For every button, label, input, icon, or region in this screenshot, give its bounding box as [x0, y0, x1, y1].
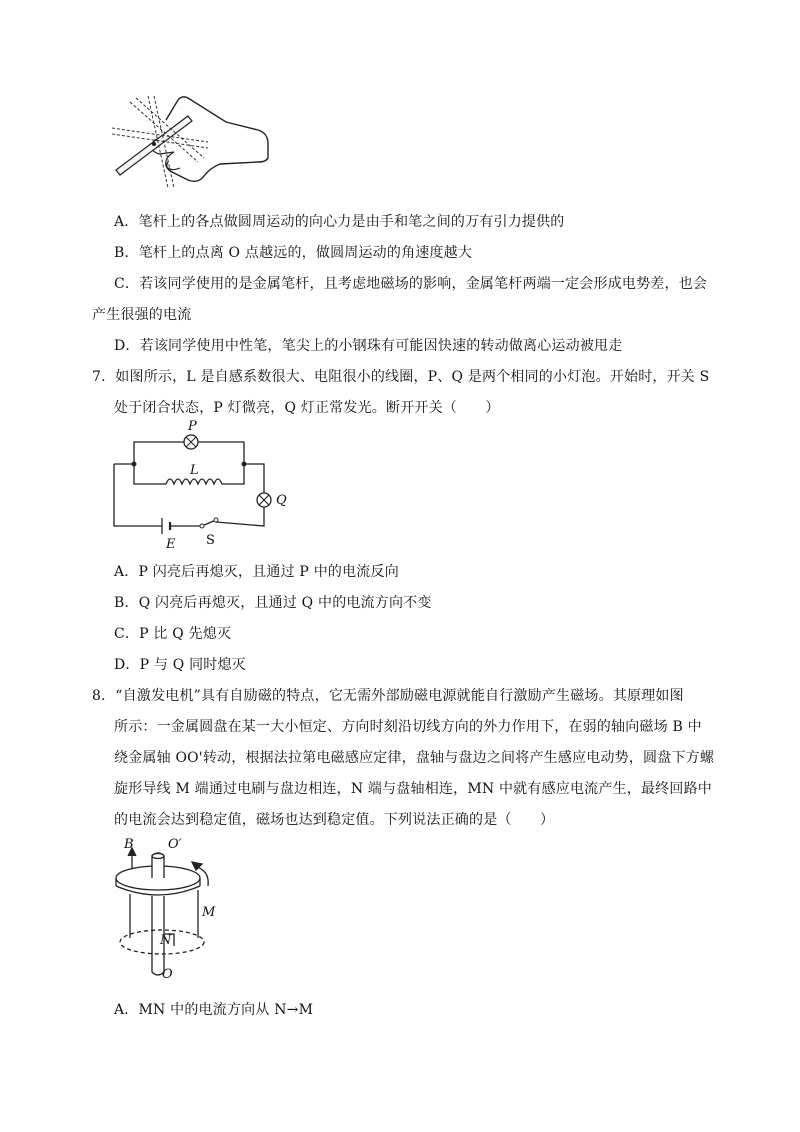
- q6-option-c-cont: 产生很强的电流: [92, 307, 192, 323]
- junction-right: [242, 462, 247, 467]
- lamp-p-icon: [184, 435, 198, 449]
- q7-option-c: C．P 比 Q 先熄灭: [114, 626, 232, 642]
- q8-stem-line-3: 绕金属轴 OO'转动，根据法拉第电磁感应定律，盘轴与盘边之间将产生感应电动势，圆盘下方螺: [114, 750, 715, 766]
- q6-option-d: D．若该同学使用中性笔，笔尖上的小钢珠有可能因快速的转动做离心运动被甩走: [114, 338, 623, 354]
- q8-stem-line-4: 旋形导线 M 端通过电刷与盘边相连，N 端与盘轴相连，MN 中就有感应电流产生，最终回路中: [114, 781, 712, 797]
- q6-option-b: B．笔杆上的点离 O 点越远的，做圆周运动的角速度越大: [114, 245, 473, 261]
- q6-option-c: C．若该同学使用的是金属笔杆，且考虑地磁场的影响，金属笔杆两端一定会形成电势差，也会: [114, 276, 708, 292]
- pen-spinning-figure: [108, 92, 283, 192]
- label-o: O: [162, 967, 173, 982]
- disc-generator-diagram: [108, 834, 238, 984]
- junction-left: [132, 462, 137, 467]
- circuit-diagram: [104, 418, 304, 554]
- label-e: E: [166, 537, 176, 552]
- label-b: B: [124, 837, 134, 852]
- switch-contact-2: [214, 518, 218, 522]
- label-p: P: [188, 419, 197, 434]
- switch-contact-1: [200, 524, 204, 528]
- q6-option-a: A．笔杆上的各点做圆周运动的向心力是由手和笔之间的万有引力提供的: [114, 214, 565, 230]
- label-n: N: [160, 933, 172, 948]
- circuit-figure: [104, 418, 304, 554]
- q7-option-d: D．P 与 Q 同时熄灭: [114, 657, 246, 673]
- q7-stem-line-2: 处于闭合状态，P 灯微亮，Q 灯正常发光。断开开关（ ）: [114, 400, 500, 416]
- label-m: M: [202, 905, 216, 920]
- label-s: S: [206, 533, 215, 548]
- hand-pen-illustration: [108, 92, 283, 192]
- lamp-q-icon: [257, 493, 271, 507]
- q8-option-a: A．MN 中的电流方向从 N→M: [114, 1002, 314, 1018]
- q7-stem-line-1: 7．如图所示，L 是自感系数很大、电阻很小的线圈，P、Q 是两个相同的小灯泡。开始时，开关 S: [92, 369, 710, 385]
- disc-generator-figure: [108, 834, 238, 984]
- q7-option-a: A．P 闪亮后再熄灭，且通过 P 中的电流反向: [114, 564, 399, 580]
- label-l: L: [190, 463, 199, 478]
- label-o-prime: O′: [168, 837, 182, 852]
- q8-stem-line-1: 8．“自激发电机”具有自励磁的特点，它无需外部励磁电源就能自行激励产生磁场。其原理如图: [92, 688, 684, 704]
- q8-stem-line-5: 的电流会达到稳定值，磁场也达到稳定值。下列说法正确的是（ ）: [114, 812, 555, 828]
- q8-stem-line-2: 所示：一金属圆盘在某一大小恒定、方向时刻沿切线方向的外力作用下，在弱的轴向磁场 B 中: [114, 719, 702, 735]
- q7-option-b: B．Q 闪亮后再熄灭，且通过 Q 中的电流方向不变: [114, 595, 432, 611]
- label-q: Q: [276, 493, 287, 508]
